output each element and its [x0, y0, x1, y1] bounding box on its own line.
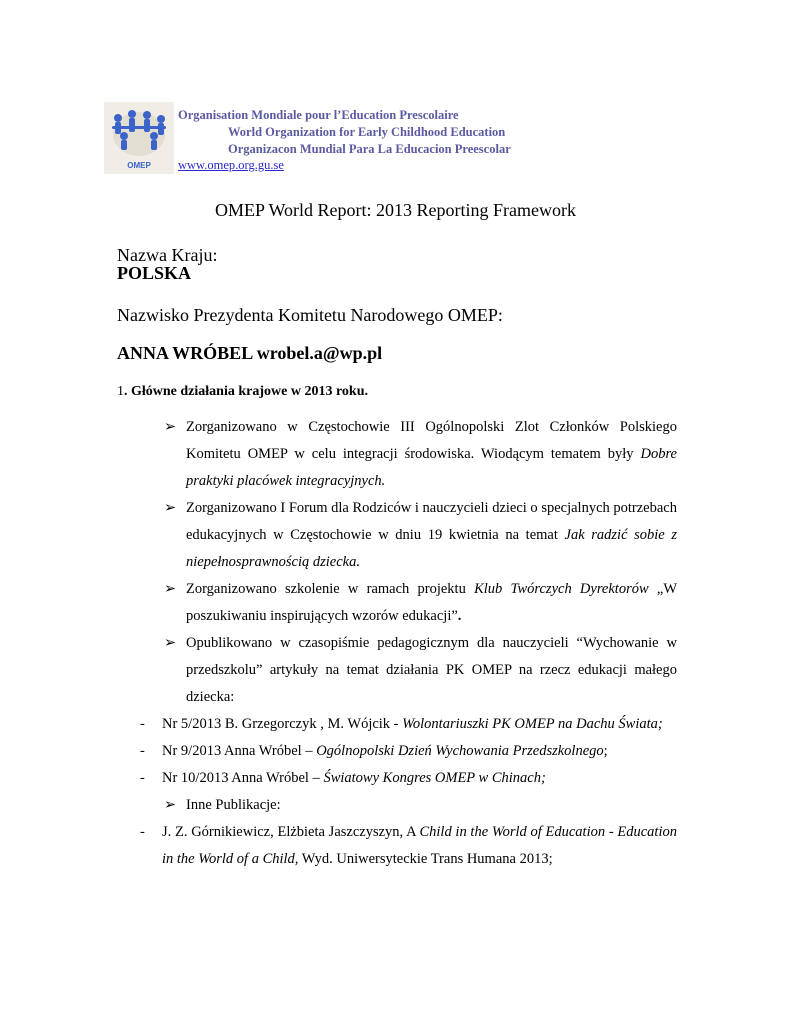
- dash-bullet-icon: -: [140, 770, 145, 786]
- country-name: POLSKA: [117, 263, 192, 283]
- president-label: Nazwisko Prezydenta Komitetu Narodowego OMEP:: [117, 305, 503, 325]
- org-name-english: World Organization for Early Childhood Education: [228, 125, 506, 139]
- country-label: Nazwa Kraju:: [117, 245, 218, 265]
- list-item: ➢ Zorganizowano szkolenie w ramach projektu Klub Twórczych Dyrektorów „W poszukiwaniu inspirujących wzorów edukacji”.: [117, 576, 677, 630]
- website-link[interactable]: www.omep.org.gu.se: [178, 158, 284, 172]
- list-item: - Nr 5/2013 B. Grzegorczyk , M. Wójcik - Wolontariuszki PK OMEP na Dachu Świata;: [117, 711, 677, 738]
- list-item: ➢ Inne Publikacje:: [117, 792, 677, 819]
- logo-text: OMEP: [127, 161, 151, 170]
- arrow-bullet-icon: ➢: [164, 635, 177, 651]
- dash-bullet-icon: -: [140, 743, 145, 759]
- list-item: ➢ Opublikowano w czasopiśmie pedagogicznym dla nauczycieli “Wychowanie w przedszkolu” artykuły na temat działania PK OMEP na rzecz edukacji małego dziecka:: [117, 630, 677, 711]
- omep-logo: [104, 102, 174, 174]
- arrow-bullet-icon: ➢: [164, 500, 177, 516]
- org-name-french: Organisation Mondiale pour l’Education Prescolaire: [178, 108, 459, 122]
- section-title: . Główne działania krajowe w 2013 roku.: [124, 384, 368, 399]
- list-item: ➢ Zorganizowano w Częstochowie III Ogólnopolski Zlot Członków Polskiego Komitetu OMEP w celu integracji środowiska. Wiodącym tematem były Dobre praktyki placówek integracyjnych.: [117, 414, 677, 495]
- document-title: OMEP World Report: 2013 Reporting Framework: [214, 200, 577, 220]
- arrow-bullet-icon: ➢: [164, 797, 177, 813]
- section-heading: [117, 384, 368, 400]
- letterhead: [104, 102, 664, 174]
- arrow-bullet-icon: ➢: [164, 419, 177, 435]
- org-name-spanish: Organizacon Mundial Para La Educacion Preescolar: [228, 142, 511, 156]
- list-item: - J. Z. Górnikiewicz, Elżbieta Jaszczyszyn, A Child in the World of Education - Education in the World of a Child, Wyd. Uniwersyteckie Trans Humana 2013;: [117, 819, 677, 873]
- list-item: - Nr 10/2013 Anna Wróbel – Światowy Kongres OMEP w Chinach;: [117, 765, 677, 792]
- arrow-bullet-icon: ➢: [164, 581, 177, 597]
- activities-list: [117, 414, 677, 873]
- president-name-email: ANNA WRÓBEL wrobel.a@wp.pl: [117, 343, 383, 363]
- list-item: ➢ Zorganizowano I Forum dla Rodziców i nauczycieli dzieci o specjalnych potrzebach edukacyjnych w Częstochowie w dniu 19 kwietnia na temat Jak radzić sobie z niepełnosprawnością dziecka.: [117, 495, 677, 576]
- list-item: - Nr 9/2013 Anna Wróbel – Ogólnopolski Dzień Wychowania Przedszkolnego;: [117, 738, 677, 765]
- dash-bullet-icon: -: [140, 824, 145, 840]
- section-number: 1: [117, 384, 124, 399]
- dash-bullet-icon: -: [140, 716, 145, 732]
